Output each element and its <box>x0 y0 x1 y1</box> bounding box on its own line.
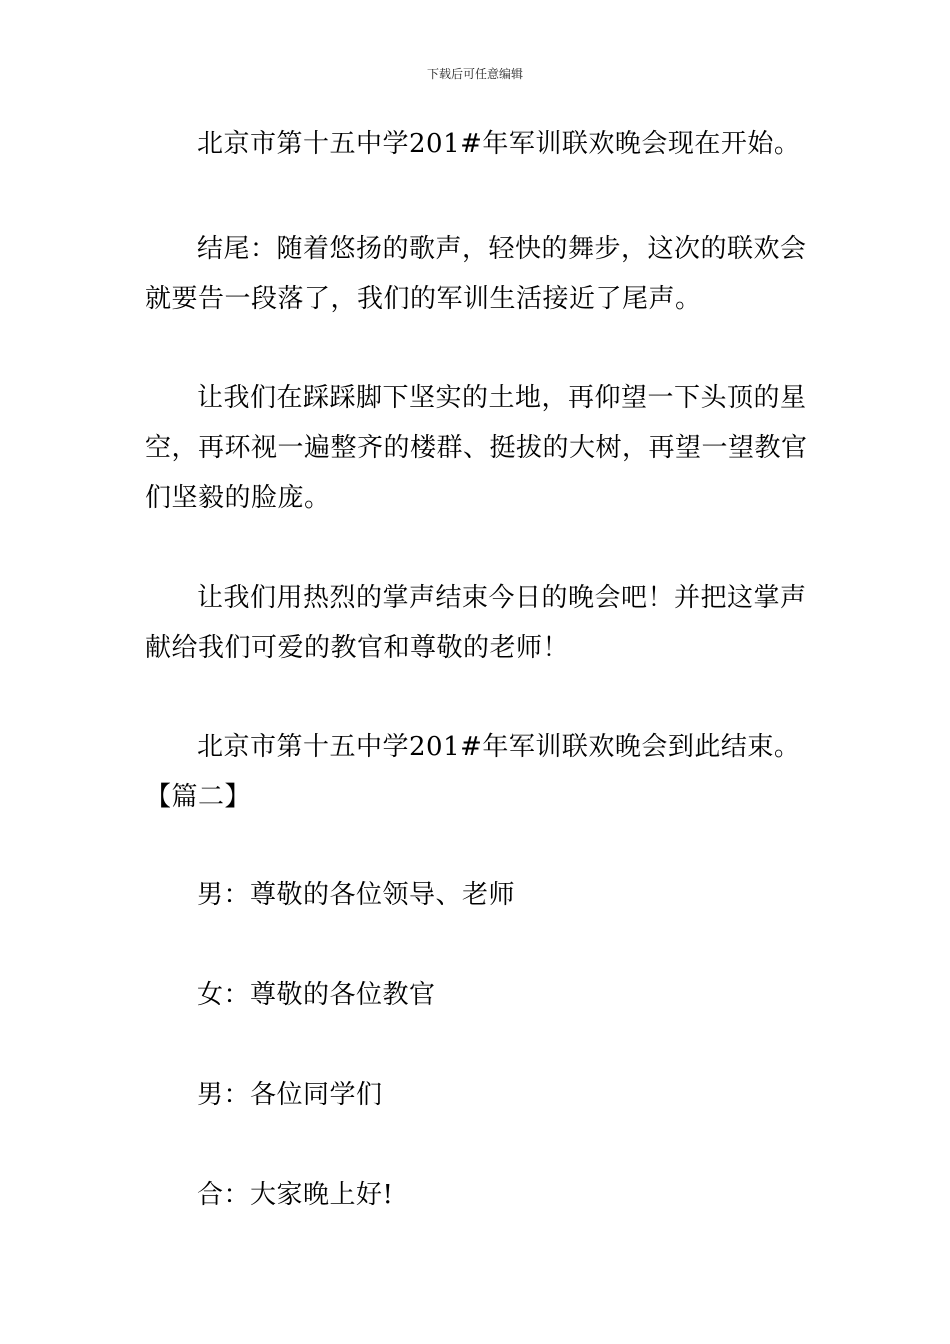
dialogue-line: 合：大家晚上好! <box>197 1180 394 1210</box>
paragraph-applause: 让我们用热烈的掌声结束今日的晚会吧！并把这掌声献给我们可爱的教官和尊敬的老师！ <box>145 583 807 663</box>
dialogue-line: 女：尊敬的各位教官 <box>197 980 436 1010</box>
paragraph-ending: 结尾：随着悠扬的歌声，轻快的舞步，这次的联欢会就要告一段落了，我们的军训生活接近了尾声。 <box>145 234 807 314</box>
page-header: 下载后可任意编辑 <box>426 67 523 81</box>
paragraph-closing: 北京市第十五中学201#年军训联欢晚会到此结束。 <box>197 732 801 762</box>
section-heading: 【篇二】 <box>145 782 252 812</box>
paragraph-reflection: 让我们在踩踩脚下坚实的土地，再仰望一下头顶的星空，再环视一遍整齐的楼群、挺拔的大树，再望一望教官们坚毅的脸庞。 <box>145 383 808 513</box>
dialogue-line: 男：各位同学们 <box>197 1080 383 1110</box>
paragraph-opening: 北京市第十五中学201#年军训联欢晚会现在开始。 <box>197 129 801 159</box>
dialogue-line: 男：尊敬的各位领导、老师 <box>197 880 516 910</box>
